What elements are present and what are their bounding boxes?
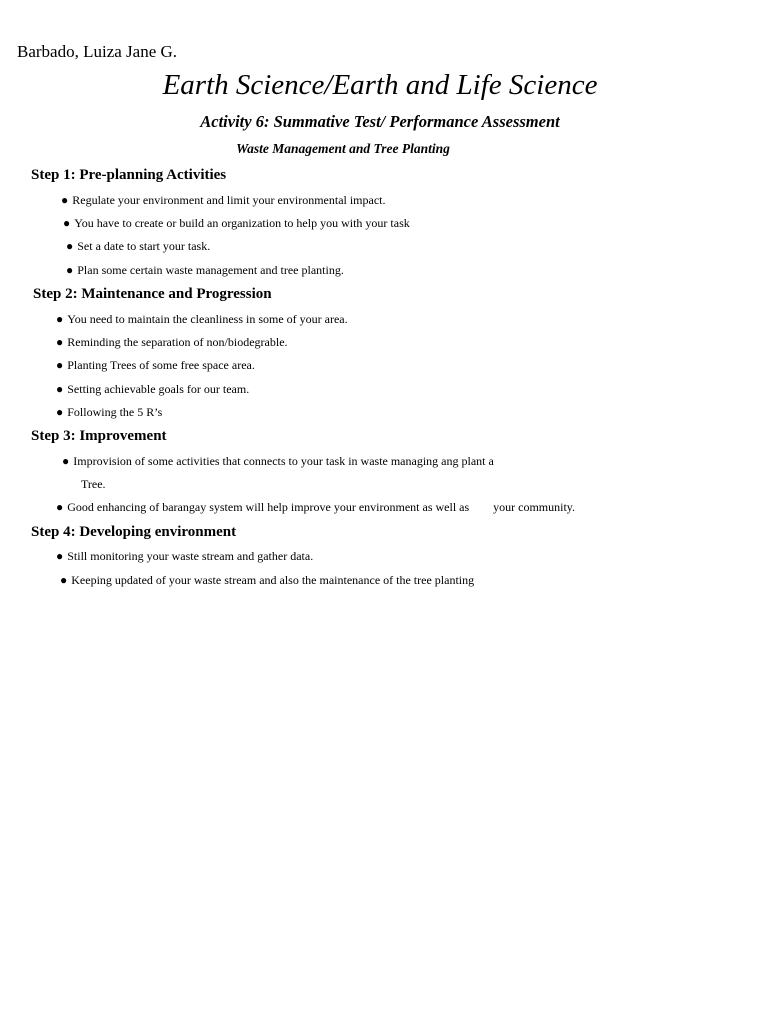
topic-heading: Waste Management and Tree Planting	[236, 141, 450, 156]
bullet-icon: ●	[56, 500, 64, 514]
step-2-item-5: ● Following the 5 R’s	[56, 405, 163, 419]
bullet-icon: ●	[56, 382, 64, 396]
step-4-item-1: ● Still monitoring your waste stream and gather data.	[56, 549, 314, 563]
step-1-item-2: ● You have to create or build an organization to help you with your task	[63, 216, 410, 230]
bullet-icon: ●	[66, 263, 74, 277]
step-2-item-1: ● You need to maintain the cleanliness in some of your area.	[56, 312, 348, 326]
step-1-heading: Step 1: Pre-planning Activities	[31, 167, 227, 183]
step-2-item-2: ● Reminding the separation of non/biodegrable.	[56, 335, 288, 349]
bullet-icon: ●	[56, 335, 64, 349]
bullet-icon: ●	[66, 239, 74, 253]
bullet-icon: ●	[62, 454, 70, 468]
author-name: Barbado, Luiza Jane G.	[17, 42, 178, 61]
bullet-icon: ●	[56, 358, 64, 372]
step-2-item-4: ● Setting achievable goals for our team.	[56, 382, 250, 396]
step-3-heading: Step 3: Improvement	[31, 428, 167, 444]
step-3-item-1: ● Improvision of some activities that connects to your task in waste managing ang plant a	[62, 454, 494, 468]
step-3-item-2: ● Good enhancing of barangay system will help improve your environment as well as your community.	[56, 500, 576, 514]
bullet-icon: ●	[56, 312, 64, 326]
bullet-icon: ●	[60, 573, 68, 587]
bullet-icon: ●	[56, 405, 64, 419]
step-2-heading: Step 2: Maintenance and Progression	[33, 286, 272, 302]
bullet-icon: ●	[61, 193, 69, 207]
step-3-item-1-continuation: Tree.	[81, 477, 106, 491]
bullet-icon: ●	[56, 549, 64, 563]
step-2-item-3: ● Planting Trees of some free space area.	[56, 358, 255, 372]
step-1-item-3: ● Set a date to start your task.	[66, 239, 211, 253]
step-4-item-2: ● Keeping updated of your waste stream and also the maintenance of the tree planting	[60, 573, 475, 587]
document-title: Earth Science/Earth and Life Science	[162, 69, 598, 101]
step-1-item-1: ● Regulate your environment and limit your environmental impact.	[61, 193, 386, 207]
step-4-heading: Step 4: Developing environment	[31, 524, 237, 540]
step-1-item-4: ● Plan some certain waste management and tree planting.	[66, 263, 344, 277]
bullet-icon: ●	[63, 216, 71, 230]
activity-subtitle: Activity 6: Summative Test/ Performance Assessment	[200, 112, 560, 131]
